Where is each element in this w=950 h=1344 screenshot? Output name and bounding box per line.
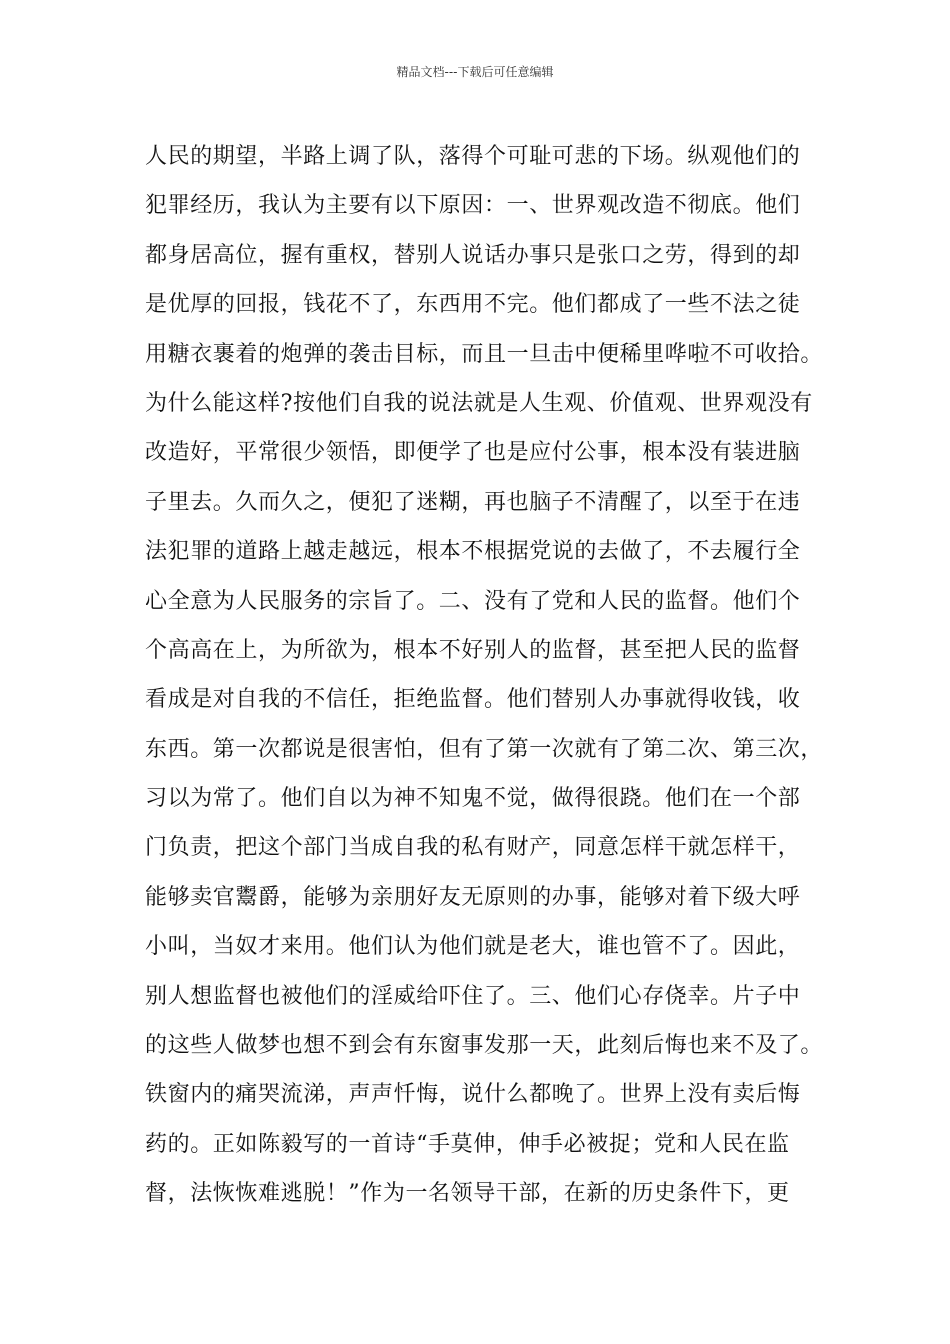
text-line: 是优厚的回报，钱花不了，东西用不完。他们都成了一些不法之徒 [145,292,801,318]
text-line: 东西。第一次都说是很害怕，但有了第一次就有了第二次、第三次， [145,736,824,762]
text-line: 用糖衣裹着的炮弹的袭击目标，而且一旦击中便稀里哗啦不可收拾。 [145,341,824,367]
text-line: 铁窗内的痛哭流涕，声声忏悔，说什么都晚了。世界上没有卖后悔 [145,1082,801,1108]
text-line: 法犯罪的道路上越走越远，根本不根据党说的去做了，不去履行全 [145,539,801,565]
text-line: 人民的期望，半路上调了队，落得个可耻可悲的下场。纵观他们的 [145,144,801,169]
text-line: 能够卖官鬻爵，能够为亲朋好友无原则的办事，能够对着下级大呼 [145,884,801,910]
page-header: 精品文档---下载后可任意编辑 [396,65,554,79]
text-line: 个高高在上，为所欲为，根本不好别人的监督，甚至把人民的监督 [145,637,801,663]
text-line: 子里去。久而久之，便犯了迷糊，再也脑子不清醒了，以至于在违 [145,489,801,515]
text-line: 改造好，平常很少领悟，即便学了也是应付公事，根本没有装进脑 [145,440,801,466]
text-line: 看成是对自我的不信任，拒绝监督。他们替别人办事就得收钱，收 [145,687,801,713]
text-line: 犯罪经历，我认为主要有以下原因：一、世界观改造不彻底。他们 [145,193,801,219]
text-line: 别人想监督也被他们的淫威给吓住了。三、他们心存侥幸。片子中 [145,983,801,1009]
text-line: 督，法恢恢难逃脱！”作为一名领导干部，在新的历史条件下，更 [145,1181,790,1207]
text-line: 心全意为人民服务的宗旨了。二、没有了党和人民的监督。他们个 [145,588,801,614]
text-line: 的这些人做梦也想不到会有东窗事发那一天，此刻后悔也来不及了。 [145,1033,824,1059]
text-line: 小叫，当奴才来用。他们认为他们就是老大，谁也管不了。因此， [145,934,801,960]
text-line: 门负责，把这个部门当成自我的私有财产，同意怎样干就怎样干， [145,835,801,861]
body-text [145,132,825,1219]
text-line: 为什么能这样?按他们自我的说法就是人生观、价值观、世界观没有 [145,390,813,416]
text-line: 习以为常了。他们自以为神不知鬼不觉，做得很跷。他们在一个部 [145,786,801,812]
text-line: 药的。正如陈毅写的一首诗“手莫伸，伸手必被捉；党和人民在监 [145,1131,790,1157]
text-line: 都身居高位，握有重权，替别人说话办事只是张口之劳，得到的却 [145,242,801,268]
